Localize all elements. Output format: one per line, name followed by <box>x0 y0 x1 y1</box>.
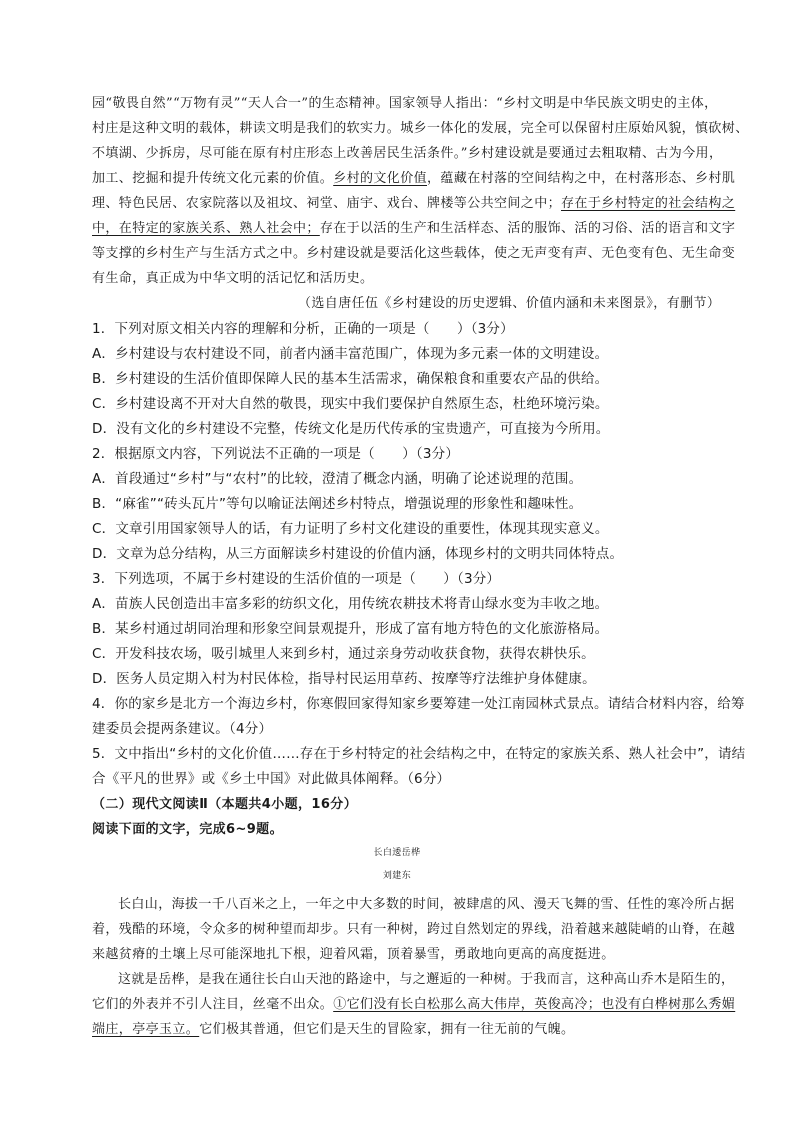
passage-line: 等支撑的乡村生产与生活方式之中。乡村建设就是要活化这些载体，使之无声变有声、无色变有色、无生命变 <box>92 246 736 261</box>
passage-line: 有生命，真正成为中华文明的活记忆和活历史。 <box>92 271 374 286</box>
option-3c: C．开发科技农场，吸引城里人来到乡村，通过亲身劳动收获食物，获得农耕快乐。 <box>92 646 595 662</box>
option-2b: B．“麻雀”“砖头瓦片”等句以喻证法阐述乡村特点，增强说理的形象性和趣味性。 <box>92 496 583 512</box>
essay-title: 长白逶岳桦 <box>373 848 421 858</box>
question-5-cont: 合《平凡的世界》或《乡土中国》对此做具体阐释。（6分） <box>92 771 451 787</box>
essay-line: 来越贫瘠的土壤上尽可能深地扎下根，迎着风霜，顶着暴雪，勇敢地向更高的高度挺进。 <box>92 947 615 962</box>
option-1a: A．乡村建设与农村建设不同，前者内涵丰富范围广，体现为多元素一体的文明建设。 <box>92 346 609 362</box>
question-1: 1．下列对原文相关内容的理解和分析，正确的一项是（ ）（3分） <box>92 321 514 337</box>
option-3a: A．苗族人民创造出丰富多彩的纺织文化，用传统农耕技术将青山绿水变为丰收之地。 <box>92 596 609 612</box>
option-3d: D．医务人员定期入村为村民体检，指导村民运用草药、按摩等疗法维护身体健康。 <box>92 671 596 687</box>
essay-line <box>92 993 735 1012</box>
section-instruction: 阅读下面的文字，完成6~9题。 <box>92 822 283 837</box>
passage-line: 园“敬畏自然”“万物有灵”“天人合一”的生态精神。国家领导人指出：“乡村文明是中华民族文明史的主体， <box>92 96 718 111</box>
question-4-cont: 建委员会提两条建议。（4分） <box>92 721 273 737</box>
option-1b: B．乡村建设的生活价值即保障人民的基本生活需求，确保粮食和重要农产品的供给。 <box>92 371 609 387</box>
essay-line: 这就是岳桦，是我在通往长白山天池的路途中，与之邂逅的一种树。于我而言，这种高山乔木是陌生的， <box>118 972 735 987</box>
option-2d: D．文章为总分结构，从三方面解读乡村建设的价值内涵，体现乡村的文明共同体特点。 <box>92 546 624 562</box>
passage-line <box>92 217 735 236</box>
question-4: 4．你的家乡是北方一个海边乡村，你寒假回家得知家乡要筹建一处江南园林式景点。请结合材料内容，给筹 <box>92 696 745 712</box>
underlined-phrase: 存在于乡村特定的社会结构之 <box>561 196 736 211</box>
passage-text: 理、特色民居、农家院落以及祖坟、祠堂、庙宇、戏台、牌楼等公共空间之中； <box>92 196 562 211</box>
underlined-sentence-1: ①它们没有长白松那么高大伟岸，英俊高冷；也没有白桦树那么秀媚 <box>333 997 736 1012</box>
essay-line: 长白山，海拔一千八百米之上，一年之中大多数的时间，被肆虐的风、漫天飞舞的雪、任性的寒冷所占据 <box>118 897 735 912</box>
essay-author: 刘建东 <box>382 871 412 881</box>
option-2a: A．首段通过“乡村”与“农村”的比较，澄清了概念内涵，明确了论述说理的范围。 <box>92 471 583 487</box>
passage-text: 存在于以活的生产和生活样态、活的服饰、活的习俗、活的语言和文字 <box>319 221 736 236</box>
section-heading: （二）现代文阅读Ⅱ（本题共4小题，16分） <box>92 797 358 812</box>
underlined-phrase: 乡村的文化价值 <box>333 171 428 186</box>
passage-line: 不填湖、少拆房，尽可能在原有村庄形态上改善居民生活条件。”乡村建设就是要通过去粗取精、古为今用， <box>92 146 723 161</box>
option-1d: D．没有文化的乡村建设不完整，传统文化是历代传承的宝贵遗产，可直接为今所用。 <box>92 421 610 437</box>
essay-line: 着，残酷的环境，令众多的树种望而却步。只有一种树，跨过自然划定的界线，沿着越来越陡峭的山脊，在越 <box>92 922 736 937</box>
passage-line <box>92 192 735 211</box>
passage-text: ，蕴藏在村落的空间结构之中，在村落形态、乡村肌 <box>427 171 736 186</box>
essay-line <box>92 1018 574 1037</box>
essay-text: 它们极其普通，但它们是天生的冒险家，拥有一往无前的气魄。 <box>199 1022 575 1037</box>
question-5: 5．文中指出“乡村的文化价值……存在于乡村特定的社会结构之中，在特定的家族关系、熟人社会中”，请结 <box>92 746 746 762</box>
underlined-phrase: 中，在特定的家族关系、熟人社会中； <box>92 221 320 236</box>
underlined-sentence-1-end: 端庄，亭亭玉立。 <box>92 1022 200 1037</box>
option-3b: B．某乡村通过胡同治理和形象空间景观提升，形成了富有地方特色的文化旅游格局。 <box>92 621 609 637</box>
passage-line <box>92 167 735 186</box>
source-citation: （选自唐任伍《乡村建设的历史逻辑、价值内涵和未来图景》，有删节） <box>298 296 721 311</box>
passage-text: 加工、挖掘和提升传统文化元素的价值。 <box>92 171 334 186</box>
passage-line: 村庄是这种文明的载体，耕读文明是我们的软实力。城乡一体化的发展，完全可以保留村庄原始风貌，慎砍树、 <box>92 121 749 136</box>
question-3: 3．下列选项，不属于乡村建设的生活价值的一项是（ ）（3分） <box>92 571 501 587</box>
essay-text: 它们的外表并不引人注目，丝毫不出众。 <box>92 997 334 1012</box>
option-2c: C．文章引用国家领导人的话，有力证明了乡村文化建设的重要性，体现其现实意义。 <box>92 521 609 537</box>
option-1c: C．乡村建设离不开对大自然的敬畏，现实中我们要保护自然原生态，杜绝环境污染。 <box>92 396 609 412</box>
question-2: 2．根据原文内容，下列说法不正确的一项是（ ）（3分） <box>92 446 460 462</box>
